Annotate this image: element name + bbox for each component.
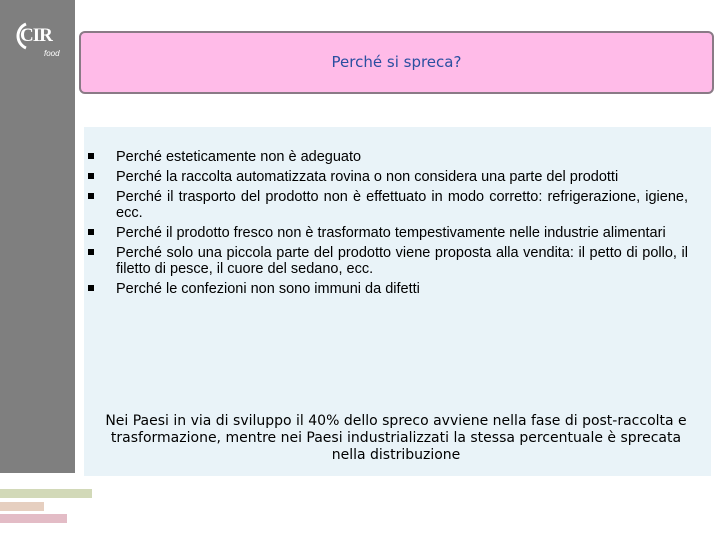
decor-bar-green [0,489,92,498]
bullet-list [88,149,688,301]
logo-sub: food [44,49,60,58]
list-item [88,245,688,277]
bullet-square-icon [88,193,94,199]
slide-title: Perché si spreca? [331,52,462,71]
title-box [79,31,714,94]
bullet-text: Perché la raccolta automatizzata rovina o non considera una parte del prodotti [116,169,619,185]
list-item [88,169,688,185]
bullet-square-icon [88,249,94,255]
summary-text: Nei Paesi in via di sviluppo il 40% dello spreco avviene nella fase di post-raccolta e trasformazione, mentre nei Paesi industrializzati la stessa percentuale è sprecata nella distribuzione [105,413,687,463]
logo-brand: CIR [20,25,52,46]
bullet-text: Perché il prodotto fresco non è trasformato tempestivamente nelle industrie alimentari [116,225,666,241]
bullet-text: Perché solo una piccola parte del prodotto viene proposta alla vendita: il petto di pollo, il filetto di pesce, il cuore del sedano, ecc. [116,245,688,277]
bullet-square-icon [88,285,94,291]
list-item [88,149,688,165]
bullet-text: Perché il trasporto del prodotto non è effettuato in modo corretto: refrigerazione, igiene, ecc. [116,189,688,221]
decor-bar-peach [0,502,44,511]
bullet-text: Perché le confezioni non sono immuni da difetti [116,281,420,297]
decor-bar-pink [0,514,67,523]
list-item [88,225,688,241]
sidebar [0,0,75,473]
bullet-text: Perché esteticamente non è adeguato [116,149,362,165]
bullet-square-icon [88,229,94,235]
list-item [88,281,688,297]
bullet-square-icon [88,173,94,179]
bullet-square-icon [88,153,94,159]
list-item [88,189,688,221]
